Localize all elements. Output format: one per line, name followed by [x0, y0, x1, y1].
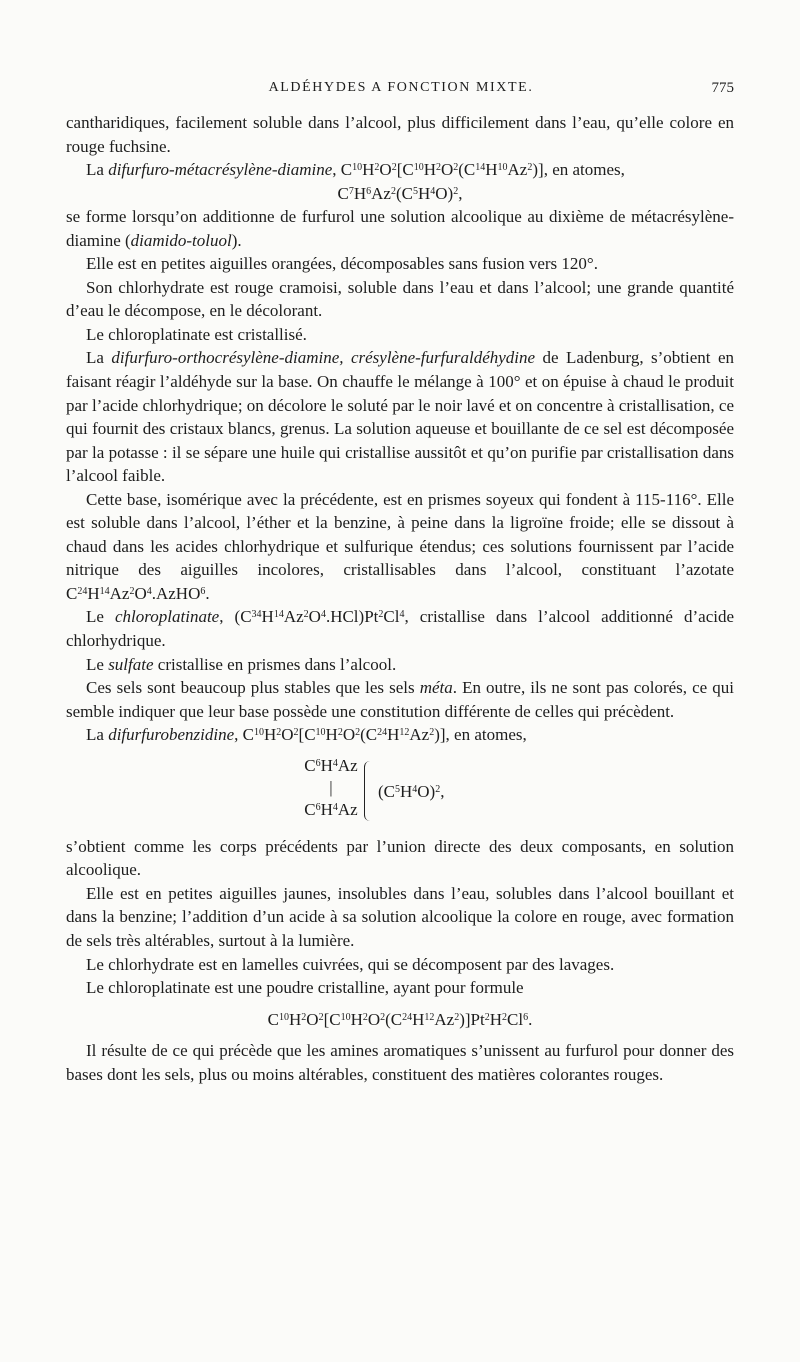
formula-chloroplatinate: $C^{10}H^2O^2[C^{10}H^2O^2(C^{24}H^{12}Az^2)]Pt^2H^2Cl^6$. — [267, 1009, 533, 1029]
formula-left-block: $C^6H^4Az$ | $C^6H^4Az$ — [304, 755, 358, 819]
page-header — [68, 80, 734, 102]
body-text — [66, 111, 734, 1086]
paragraph-13: s’obtient comme les corps précédents par l’union directe des deux composants, en solution alcoolique. — [66, 836, 734, 880]
paragraph-4: Elle est en petites aiguilles orangées, décomposables sans fusion vers 120°. — [86, 254, 598, 274]
paragraph-10: Le sulfate cristallise en prismes dans l’alcool. — [86, 654, 397, 674]
paragraph-9: Le chloroplatinate, $(C^{34}H^{14}Az^2O^4.HCl)Pt^2Cl^4$, cristallise dans l’alcool additionné d’acide chlorhydrique. — [66, 607, 735, 651]
paragraph-17: Il résulte de ce qui précède que les amines aromatiques s’unissent au furfurol pour donner des bases dont les sels, plus ou moins altérables, constituent des matières colorantes rouges. — [66, 1041, 734, 1084]
compound-name: difurfuro-métacrésylène-diamine — [108, 160, 333, 180]
paragraph-11: Ces sels sont beaucoup plus stables que les sels méta. En outre, ils ne sont pas colorés, ce qui semble indiquer que leur base possède une constitution différente de celles qui précèdent. — [66, 678, 735, 721]
paragraph-2: La difurfuro-métacrésylène-diamine, $C^{10}H^2O^2[C^{10}H^2O^2(C^{14}H^{10}Az^2)]$, en atomes, — [86, 160, 625, 180]
paragraph-1: cantharidiques, facilement soluble dans l’alcool, plus difficilement dans l’eau, qu’elle colore en rouge fuchsine. — [66, 113, 734, 156]
paragraph-8: Cette base, isomérique avec la précédente, est en prismes soyeux qui fondent à 115-116°. Elle est soluble dans l’alcool, l’éther et la benzine, à peine dans la ligroïne froide; elle se dissout à chaud dans les acides chlorhydrique et sulfurique étendus; ces solutions fournissent par l’acide nitrique des aiguilles incolores, cristallisables dans l’alcool, constituant l’azotate $C^{24}H^{14}Az^2O^4.AzHO^6$. — [66, 489, 734, 603]
formula-benzidine-structure — [66, 747, 734, 835]
formula-atoms-1: $C^7H^6Az^2(C^5H^4O)^2$, — [337, 183, 463, 203]
running-head: ALDÉHYDES A FONCTION MIXTE. — [268, 80, 534, 95]
brace-symbol — [364, 761, 373, 821]
formula-inline: $C^{10}H^2O^2[C^{10}H^2O^2(C^{14}H^{10}Az^2)]$ — [340, 160, 544, 180]
paragraph-7: La difurfuro-orthocrésylène-diamine, crésylène-furfuraldéhydine de Ladenburg, s’obtient en faisant réagir l’aldéhyde sur la base. On chauffe le mélange à 100° et on épuise à chaud le produit par l’acide chlorhydrique; on décolore le soluté par le noir lavé et on concentre à cristallisation, ce qui fournit des cristaux blancs, grenus. La solution aqueuse et bouillante de ce sel est décomposée par la potasse : il se sépare une huile qui cristallise aussitôt et qu’on purifie par cristallisation dans l’alcool faible. — [66, 348, 735, 486]
paragraph-5: Son chlorhydrate est rouge cramoisi, soluble dans l’eau et dans l’alcool; une grande quantité d’eau le décompose, en le décolorant. — [66, 277, 734, 321]
paragraph-3: se forme lorsqu’on additionne de furfurol une solution alcoolique au dixième de métacrésylène-diamine (diamido-toluol). — [66, 207, 734, 250]
paragraph-14: Elle est en petites aiguilles jaunes, insolubles dans l’eau, solubles dans l’alcool bouillant et dans la benzine; l’addition d’un acide à sa solution alcoolique la colore en rouge, avec formation de sels très altérables, surtout à la lumière. — [66, 883, 734, 950]
paragraph-6: Le chloroplatinate est cristallisé. — [86, 324, 307, 344]
paragraph-12: La difurfurobenzidine, $C^{10}H^2O^2[C^{10}H^2O^2(C^{24}H^{12}Az^2)]$, en atomes, — [86, 725, 527, 745]
paragraph-16: Le chloroplatinate est une poudre cristalline, ayant pour formule — [86, 978, 524, 998]
paragraph-15: Le chlorhydrate est en lamelles cuivrées, qui se décomposent par des lavages. — [86, 954, 615, 974]
formula-right-block: $(C^5H^4O)^2$, — [378, 781, 445, 801]
page-number: 775 — [711, 80, 734, 96]
